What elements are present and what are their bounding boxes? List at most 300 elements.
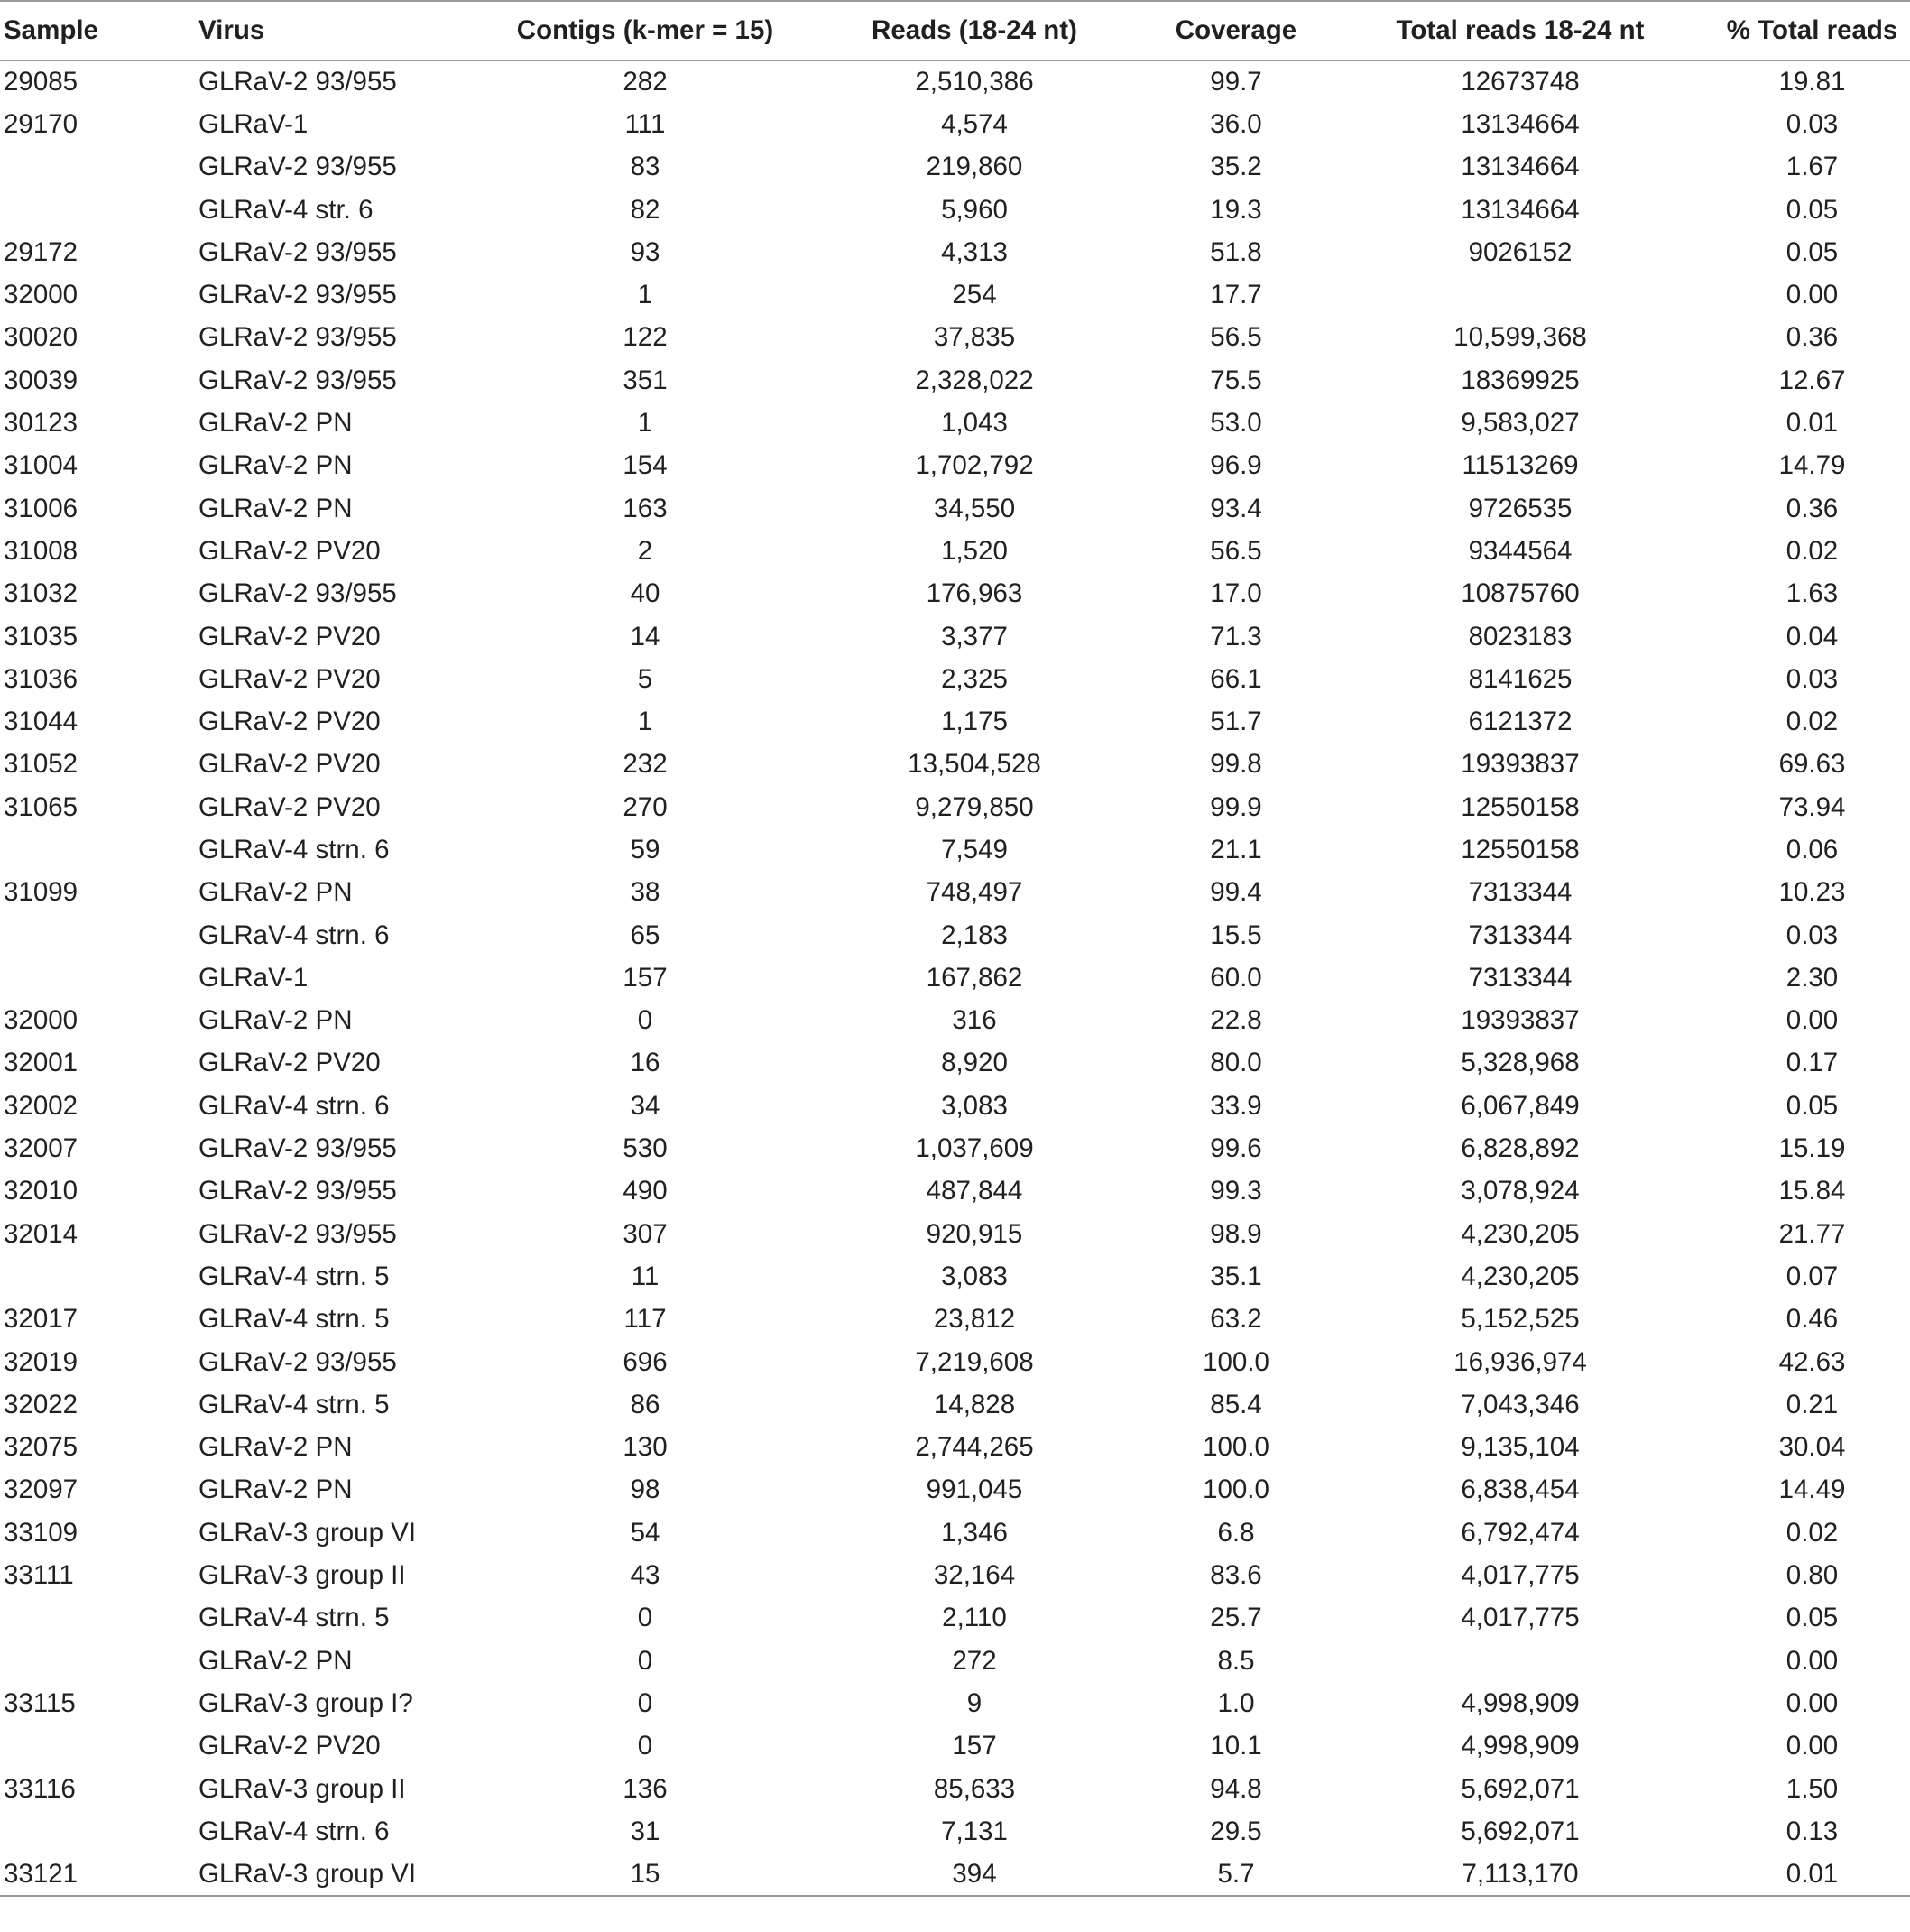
cell-reads: 2,328,022 [915, 365, 1034, 395]
cell-coverage: 8.5 [1217, 1645, 1255, 1676]
cell-virus: GLRaV-3 group VI [198, 1517, 417, 1548]
cell-total-reads: 12550158 [1461, 791, 1580, 822]
cell-sample [0, 914, 198, 957]
cell-coverage: 99.8 [1210, 749, 1262, 780]
cell-reads: 2,744,265 [915, 1432, 1034, 1463]
table-row [0, 359, 1910, 402]
table-row [0, 1725, 1910, 1768]
cell-pct-total-reads: 0.17 [1785, 1048, 1839, 1078]
table-row [0, 744, 1910, 786]
cell-sample: 29170 [4, 108, 78, 139]
table-row [0, 1170, 1910, 1213]
cell-pct-total-reads: 0.03 [1785, 920, 1839, 950]
cell-reads: 37,835 [933, 322, 1016, 353]
cell-contigs: 38 [630, 877, 660, 908]
cell-contigs: 696 [623, 1346, 668, 1377]
cell-coverage: 99.9 [1210, 791, 1262, 822]
cell-pct-total-reads: 0.06 [1785, 834, 1839, 864]
cell-total-reads [1326, 273, 1714, 316]
cell-total-reads: 9,135,104 [1461, 1432, 1580, 1463]
cell-contigs: 0 [637, 1603, 653, 1633]
cell-reads: 1,702,792 [915, 450, 1034, 481]
cell-pct-total-reads: 14.49 [1778, 1474, 1846, 1505]
cell-total-reads: 19393837 [1461, 1005, 1580, 1036]
table-row [0, 1383, 1910, 1426]
cell-virus: GLRaV-4 strn. 5 [198, 1304, 390, 1335]
cell-total-reads: 7,113,170 [1326, 1853, 1714, 1895]
cell-coverage: 17.7 [1210, 280, 1262, 310]
cell-sample [0, 1597, 198, 1640]
cell-coverage: 35.2 [1210, 152, 1262, 182]
cell-virus: GLRaV-2 93/955 [198, 365, 397, 395]
cell-pct-total-reads: 0.01 [1714, 1853, 1910, 1895]
cell-reads: 1,346 [941, 1517, 1008, 1548]
header-sample: Sample [0, 1, 198, 60]
cell-sample [0, 146, 198, 189]
cell-total-reads: 8141625 [1468, 663, 1573, 694]
cell-coverage: 75.5 [1210, 365, 1262, 395]
cell-total-reads: 10,599,368 [1453, 322, 1587, 353]
cell-reads: 157 [952, 1731, 997, 1761]
header-coverage: Coverage [1146, 1, 1326, 60]
cell-sample: 31004 [4, 450, 78, 481]
cell-coverage: 100.0 [1203, 1432, 1269, 1463]
cell-virus: GLRaV-4 strn. 5 [198, 1389, 390, 1419]
cell-total-reads: 3,078,924 [1461, 1176, 1580, 1206]
cell-contigs: 40 [630, 578, 660, 609]
cell-virus: GLRaV-4 strn. 6 [198, 920, 390, 950]
table-row [0, 1640, 1910, 1682]
cell-total-reads: 4,017,775 [1461, 1603, 1580, 1633]
cell-reads: 32,164 [933, 1560, 1016, 1591]
table-row [0, 445, 1910, 487]
cell-total-reads: 5,328,968 [1461, 1048, 1580, 1078]
cell-sample: 31006 [4, 493, 78, 523]
cell-coverage: 99.7 [1210, 67, 1262, 97]
cell-total-reads: 9726535 [1468, 493, 1573, 523]
cell-contigs: 1 [637, 280, 653, 310]
table-row [0, 1768, 1910, 1810]
table-row [0, 1853, 1910, 1895]
cell-coverage: 99.3 [1210, 1176, 1262, 1206]
table-row [0, 1255, 1910, 1298]
cell-coverage: 21.1 [1210, 834, 1262, 864]
cell-total-reads: 10875760 [1461, 578, 1580, 609]
cell-reads: 5,960 [941, 194, 1008, 225]
cell-pct-total-reads: 2.30 [1785, 962, 1839, 993]
cell-contigs: 83 [630, 152, 660, 182]
cell-virus: GLRaV-2 PN [198, 1432, 353, 1463]
cell-coverage: 5.7 [1146, 1853, 1326, 1895]
cell-virus: GLRaV-4 strn. 5 [198, 1603, 390, 1633]
cell-coverage: 35.1 [1210, 1261, 1262, 1291]
cell-coverage: 83.6 [1210, 1560, 1262, 1591]
cell-virus: GLRaV-2 93/955 [198, 152, 397, 182]
cell-reads: 3,083 [941, 1090, 1008, 1121]
cell-total-reads: 12550158 [1461, 834, 1580, 864]
cell-contigs: 232 [623, 749, 668, 780]
cell-virus: GLRaV-2 PN [198, 408, 353, 439]
cell-coverage: 53.0 [1210, 408, 1262, 439]
cell-sample: 31008 [4, 535, 78, 566]
cell-pct-total-reads: 0.03 [1785, 108, 1839, 139]
cell-reads: 487,844 [926, 1176, 1023, 1206]
cell-pct-total-reads: 73.94 [1778, 791, 1846, 822]
cell-contigs: 59 [630, 834, 660, 864]
cell-virus: GLRaV-3 group II [198, 1560, 406, 1591]
cell-contigs: 307 [623, 1218, 668, 1249]
cell-contigs: 157 [623, 962, 668, 993]
cell-sample: 33115 [4, 1687, 76, 1718]
cell-coverage: 56.5 [1210, 322, 1262, 353]
cell-pct-total-reads: 15.84 [1778, 1176, 1846, 1206]
cell-pct-total-reads: 0.05 [1785, 236, 1839, 267]
cell-sample: 32019 [4, 1346, 78, 1377]
cell-total-reads: 18369925 [1461, 365, 1580, 395]
cell-coverage: 17.0 [1210, 578, 1262, 609]
table-row [0, 189, 1910, 231]
cell-coverage: 96.9 [1210, 450, 1262, 481]
cell-reads: 3,083 [941, 1261, 1008, 1291]
cell-coverage: 93.4 [1210, 493, 1262, 523]
cell-total-reads: 16,936,974 [1453, 1346, 1587, 1377]
cell-contigs: 130 [623, 1432, 668, 1463]
cell-coverage: 29.5 [1210, 1816, 1262, 1846]
cell-virus: GLRaV-2 PN [198, 1645, 353, 1676]
cell-virus: GLRaV-4 strn. 6 [198, 834, 390, 864]
cell-pct-total-reads: 10.23 [1778, 877, 1846, 908]
cell-total-reads: 9344564 [1468, 535, 1573, 566]
cell-coverage: 80.0 [1210, 1048, 1262, 1078]
cell-pct-total-reads: 0.13 [1785, 1816, 1839, 1846]
cell-pct-total-reads: 14.79 [1778, 450, 1846, 481]
cell-sample: 31032 [4, 578, 78, 609]
cell-pct-total-reads: 69.63 [1778, 749, 1846, 780]
table-row [0, 1127, 1910, 1169]
cell-reads: 991,045 [926, 1474, 1023, 1505]
cell-contigs: 0 [637, 1687, 653, 1718]
cell-contigs: 11 [631, 1261, 660, 1291]
cell-reads: 1,043 [941, 408, 1008, 439]
cell-contigs: 351 [623, 365, 668, 395]
cell-coverage: 85.4 [1210, 1389, 1262, 1419]
cell-coverage: 56.5 [1210, 535, 1262, 566]
cell-sample: 31065 [4, 791, 78, 822]
cell-virus: GLRaV-4 strn. 6 [198, 1816, 390, 1846]
cell-sample: 32001 [4, 1048, 78, 1078]
table-row [0, 1554, 1910, 1596]
cell-coverage: 25.7 [1210, 1603, 1262, 1633]
cell-virus: GLRaV-2 PN [198, 1474, 353, 1505]
cell-total-reads: 5,692,071 [1461, 1816, 1580, 1846]
cell-virus: GLRaV-2 PV20 [198, 621, 381, 652]
cell-reads: 14,828 [933, 1389, 1016, 1419]
cell-sample [0, 1725, 198, 1768]
cell-virus: GLRaV-2 PV20 [198, 707, 381, 737]
cell-pct-total-reads: 15.19 [1778, 1133, 1846, 1164]
cell-sample: 31036 [4, 663, 78, 694]
cell-reads: 254 [952, 280, 997, 310]
cell-reads: 13,504,528 [908, 749, 1041, 780]
header-virus: Virus [198, 1, 487, 60]
table-row [0, 1042, 1910, 1085]
table-row [0, 1469, 1910, 1511]
cell-virus: GLRaV-2 PV20 [198, 749, 381, 780]
cell-total-reads: 5,152,525 [1461, 1304, 1580, 1335]
cell-total-reads: 5,692,071 [1461, 1773, 1580, 1804]
cell-virus: GLRaV-2 93/955 [198, 322, 397, 353]
cell-virus: GLRaV-2 PV20 [198, 535, 381, 566]
cell-virus: GLRaV-2 93/955 [198, 1133, 397, 1164]
cell-total-reads: 7313344 [1468, 877, 1573, 908]
cell-reads: 272 [952, 1645, 997, 1676]
cell-coverage: 22.8 [1210, 1005, 1262, 1036]
cell-contigs: 154 [623, 450, 668, 481]
cell-reads: 34,550 [933, 493, 1016, 523]
cell-contigs: 5 [637, 663, 653, 694]
cell-pct-total-reads: 0.36 [1785, 493, 1839, 523]
table-row [0, 700, 1910, 743]
cell-reads: 176,963 [926, 578, 1023, 609]
cell-pct-total-reads: 0.04 [1785, 621, 1839, 652]
cell-virus: GLRaV-2 PV20 [198, 663, 381, 694]
table-row [0, 103, 1910, 145]
header-reads: Reads (18-24 nt) [803, 1, 1146, 60]
cell-sample: 30020 [4, 322, 78, 353]
cell-virus: GLRaV-4 str. 6 [198, 194, 374, 225]
cell-pct-total-reads: 0.80 [1785, 1560, 1839, 1591]
cell-total-reads: 7,043,346 [1461, 1389, 1580, 1419]
cell-reads: 394 [803, 1853, 1146, 1895]
cell-total-reads: 7313344 [1468, 962, 1573, 993]
cell-virus: GLRaV-2 93/955 [198, 67, 397, 97]
cell-contigs: 270 [623, 791, 668, 822]
cell-virus: GLRaV-2 93/955 [198, 1218, 397, 1249]
table-row [0, 1511, 1910, 1554]
header-total-reads: Total reads 18-24 nt [1326, 1, 1714, 60]
cell-contigs: 282 [623, 67, 668, 97]
cell-sample: 33116 [4, 1773, 76, 1804]
cell-sample: 33109 [4, 1517, 78, 1548]
cell-coverage: 6.8 [1217, 1517, 1255, 1548]
cell-coverage: 15.5 [1210, 920, 1262, 950]
cell-sample [0, 1255, 198, 1298]
cell-virus: GLRaV-4 strn. 6 [198, 1090, 390, 1121]
cell-reads: 2,183 [941, 920, 1008, 950]
cell-contigs: 0 [637, 1005, 653, 1036]
cell-pct-total-reads: 12.67 [1778, 365, 1846, 395]
cell-virus: GLRaV-2 93/955 [198, 280, 397, 310]
cell-contigs: 490 [623, 1176, 668, 1206]
cell-reads: 167,862 [926, 962, 1023, 993]
cell-sample: 31052 [4, 749, 78, 780]
cell-contigs: 111 [624, 108, 666, 139]
cell-coverage: 51.8 [1210, 236, 1262, 267]
cell-sample [0, 189, 198, 231]
cell-total-reads: 13134664 [1461, 152, 1580, 182]
cell-coverage: 36.0 [1210, 108, 1262, 139]
cell-sample: 32010 [4, 1176, 78, 1206]
cell-reads: 7,131 [941, 1816, 1008, 1846]
cell-sample: 29172 [4, 236, 78, 267]
cell-sample: 32000 [4, 280, 78, 310]
cell-coverage: 71.3 [1210, 621, 1262, 652]
cell-coverage: 66.1 [1210, 663, 1262, 694]
cell-total-reads: 4,998,909 [1461, 1687, 1580, 1718]
cell-total-reads [1326, 1640, 1714, 1682]
cell-contigs: 530 [623, 1133, 668, 1164]
cell-contigs: 2 [637, 535, 653, 566]
cell-coverage: 19.3 [1210, 194, 1262, 225]
table-row [0, 828, 1910, 871]
cell-virus: GLRaV-3 group VI [198, 1853, 487, 1895]
cell-contigs: 1 [637, 408, 653, 439]
cell-coverage: 99.6 [1210, 1133, 1262, 1164]
table-row [0, 1341, 1910, 1383]
cell-contigs: 122 [623, 322, 668, 353]
cell-total-reads: 6,838,454 [1461, 1474, 1580, 1505]
cell-contigs: 0 [637, 1731, 653, 1761]
cell-coverage: 63.2 [1210, 1304, 1262, 1335]
table-row [0, 317, 1910, 359]
table-row [0, 1597, 1910, 1640]
cell-reads: 920,915 [926, 1218, 1023, 1249]
table-row [0, 402, 1910, 444]
cell-sample: 30039 [4, 365, 78, 395]
table-row [0, 1085, 1910, 1127]
header-row [0, 1, 1910, 60]
table-body [0, 60, 1910, 1896]
cell-total-reads: 4,998,909 [1461, 1731, 1580, 1761]
cell-reads: 1,037,609 [915, 1133, 1034, 1164]
cell-contigs: 163 [623, 493, 668, 523]
cell-pct-total-reads: 19.81 [1778, 67, 1846, 97]
cell-contigs: 1 [637, 707, 653, 737]
cell-virus: GLRaV-1 [198, 962, 309, 993]
cell-contigs: 93 [630, 236, 660, 267]
cell-contigs: 98 [630, 1474, 660, 1505]
table-row [0, 231, 1910, 273]
cell-coverage: 94.8 [1210, 1773, 1262, 1804]
cell-pct-total-reads: 0.02 [1785, 1517, 1839, 1548]
cell-sample [0, 1810, 198, 1853]
cell-virus: GLRaV-3 group II [198, 1773, 406, 1804]
cell-contigs: 86 [630, 1389, 660, 1419]
cell-pct-total-reads: 0.46 [1785, 1304, 1839, 1335]
cell-pct-total-reads: 1.67 [1785, 152, 1839, 182]
cell-sample: 32075 [4, 1432, 78, 1463]
table-row [0, 573, 1910, 615]
cell-total-reads: 9026152 [1468, 236, 1573, 267]
table-row [0, 1427, 1910, 1469]
cell-total-reads: 11513269 [1462, 450, 1579, 481]
cell-sample [0, 957, 198, 999]
table-row [0, 957, 1910, 999]
table-row [0, 1682, 1910, 1724]
cell-pct-total-reads: 30.04 [1778, 1432, 1846, 1463]
cell-virus: GLRaV-2 PN [198, 877, 353, 908]
table-row [0, 615, 1910, 658]
cell-sample: 31035 [4, 621, 78, 652]
cell-sample [0, 828, 198, 871]
cell-pct-total-reads: 0.00 [1785, 1645, 1839, 1676]
cell-virus: GLRaV-2 PN [198, 493, 353, 523]
table-row [0, 872, 1910, 914]
header-pct-total-reads: % Total reads [1714, 1, 1910, 60]
cell-pct-total-reads: 0.05 [1785, 1603, 1839, 1633]
cell-pct-total-reads: 0.02 [1785, 535, 1839, 566]
cell-total-reads: 19393837 [1461, 749, 1580, 780]
cell-total-reads: 6,792,474 [1461, 1517, 1580, 1548]
cell-contigs: 54 [630, 1517, 660, 1548]
cell-reads: 85,633 [933, 1773, 1016, 1804]
cell-reads: 219,860 [926, 152, 1023, 182]
cell-coverage: 33.9 [1210, 1090, 1262, 1121]
table-row [0, 530, 1910, 572]
cell-virus: GLRaV-2 93/955 [198, 1346, 397, 1377]
cell-coverage: 98.9 [1210, 1218, 1262, 1249]
cell-sample [0, 1640, 198, 1682]
cell-total-reads: 6121372 [1468, 707, 1573, 737]
cell-pct-total-reads: 1.50 [1785, 1773, 1839, 1804]
cell-sample: 32007 [4, 1133, 78, 1164]
table-row [0, 487, 1910, 530]
cell-virus: GLRaV-1 [198, 108, 309, 139]
cell-pct-total-reads: 0.00 [1785, 1731, 1839, 1761]
cell-reads: 9,279,850 [915, 791, 1034, 822]
cell-pct-total-reads: 42.63 [1778, 1346, 1846, 1377]
cell-sample: 32017 [4, 1304, 78, 1335]
cell-total-reads: 7313344 [1468, 920, 1573, 950]
cell-contigs: 34 [630, 1090, 660, 1121]
cell-contigs: 14 [630, 621, 660, 652]
cell-sample: 32002 [4, 1090, 78, 1121]
cell-reads: 8,920 [941, 1048, 1008, 1078]
table-row [0, 1299, 1910, 1341]
cell-contigs: 65 [630, 920, 660, 950]
cell-pct-total-reads: 0.00 [1785, 280, 1839, 310]
cell-reads: 1,520 [941, 535, 1008, 566]
cell-total-reads: 4,017,775 [1461, 1560, 1580, 1591]
cell-reads: 2,510,386 [915, 67, 1034, 97]
cell-coverage: 100.0 [1203, 1474, 1269, 1505]
cell-contigs: 43 [630, 1560, 660, 1591]
cell-reads: 4,574 [941, 108, 1008, 139]
cell-coverage: 60.0 [1210, 962, 1262, 993]
cell-pct-total-reads: 0.00 [1785, 1687, 1839, 1718]
cell-virus: GLRaV-4 strn. 5 [198, 1261, 390, 1291]
cell-sample: 32000 [4, 1005, 78, 1036]
cell-contigs: 82 [630, 194, 660, 225]
cell-coverage: 99.4 [1210, 877, 1262, 908]
cell-pct-total-reads: 0.05 [1785, 1090, 1839, 1121]
cell-virus: GLRaV-2 93/955 [198, 236, 397, 267]
cell-sample: 30123 [4, 408, 78, 439]
cell-reads: 2,110 [942, 1603, 1007, 1633]
cell-sample: 33121 [0, 1853, 198, 1895]
cell-pct-total-reads: 0.07 [1785, 1261, 1839, 1291]
table-row [0, 1213, 1910, 1255]
cell-reads: 3,377 [941, 621, 1008, 652]
cell-reads: 4,313 [941, 236, 1008, 267]
cell-coverage: 51.7 [1210, 707, 1262, 737]
cell-total-reads: 13134664 [1461, 108, 1580, 139]
table-row [0, 658, 1910, 700]
cell-virus: GLRaV-2 93/955 [198, 578, 397, 609]
cell-coverage: 1.0 [1217, 1687, 1255, 1718]
cell-pct-total-reads: 0.21 [1785, 1389, 1839, 1419]
cell-reads: 1,175 [941, 707, 1008, 737]
